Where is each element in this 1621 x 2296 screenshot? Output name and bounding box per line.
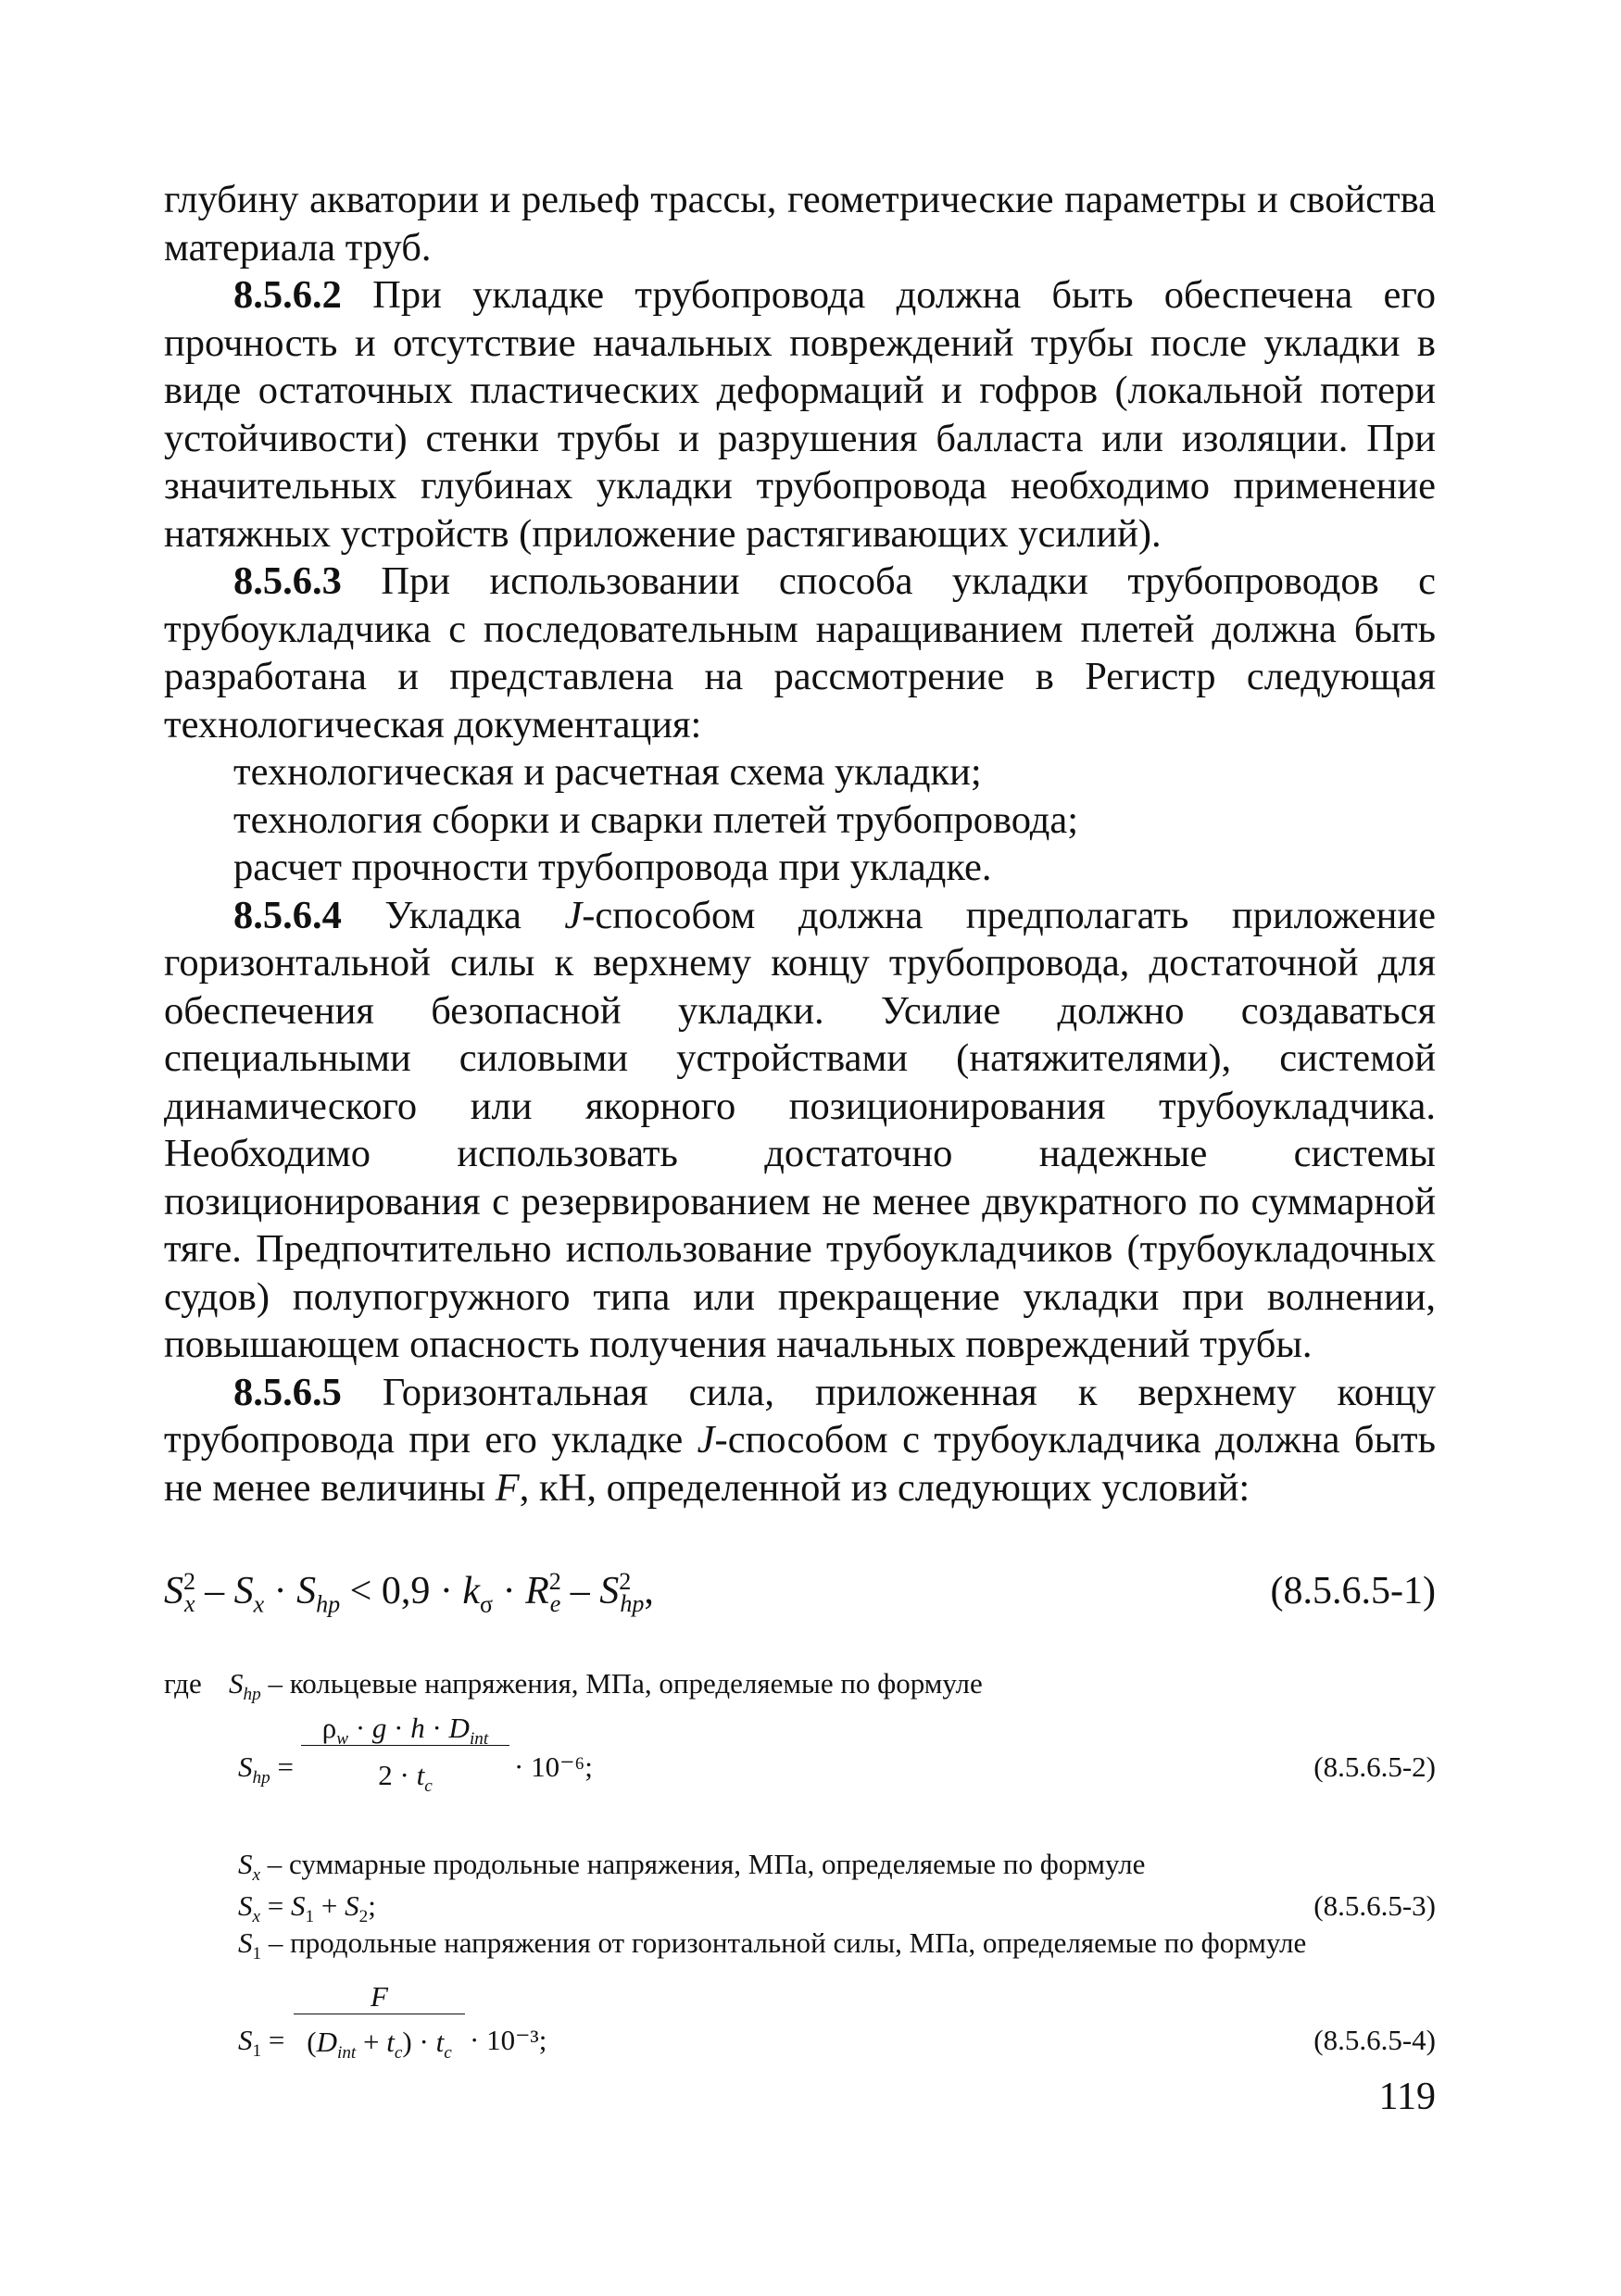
legend-shp: $S_{hp}$ – кольцевые напряжения, МПа, определяемые по формуле [229,1667,983,1705]
paragraph-8-5-6-5 [164,1369,1436,1512]
page-number: 119 [1378,2076,1436,2118]
legend-s1: $S_1$ – продольные напряжения от горизонтальной силы, МПа, определяемые по формуле [238,1926,1307,1964]
paragraph-text: -способом с трубоукладчика должна быть не менее величины [164,1418,1436,1510]
clause-number: 8.5.6.3 [233,559,342,603]
formula-3: $S_x = S_1 + S_2$; [238,1889,376,1927]
formula-4-lhs: $S_1$ = [238,2024,285,2062]
legend-sx: $S_x$ – суммарные продольные напряжения, МПа, определяемые по формуле [238,1848,1146,1886]
formula-number: (8.5.6.5-3) [1313,1889,1436,1922]
paragraph-8-5-6-4 [164,892,1436,1369]
clause-number: 8.5.6.5 [233,1370,342,1414]
formula-2-lhs: $S_{hp}$ = [238,1750,294,1788]
list-item: технологическая и расчетная схема укладки; [233,750,982,794]
formula-legend [164,1667,1436,2130]
list-item: расчет прочности трубопровода при укладке. [233,846,992,889]
formula-number: (8.5.6.5-4) [1313,2024,1436,2056]
symbol-j: J [697,1418,715,1462]
clause-number: 8.5.6.4 [233,893,342,937]
formula-number: (8.5.6.5-1) [1270,1570,1436,1612]
formula-8-5-6-5-1 [164,1565,1436,1630]
paragraph-text: Горизонтальная сила, приложенная к верхнему концу трубопровода при его укладке [164,1370,1436,1462]
paragraph-8-5-6-2 [164,271,1436,558]
paragraph-text: При укладке трубопровода должна быть обеспечена его прочность и отсутствие начальных повреждений трубы после укладки в виде остаточных пластических деформаций и гофров (локальной потери устойчивости) стенки трубы и разрушения балласта или изоляции. При значительных глубинах укладки трубопровода необходимо применение натяжных устройств (приложение растягивающих усилий). [164,273,1436,556]
page-body [164,176,1436,2130]
paragraph-text: , кН, определенной из следующих условий: [519,1465,1250,1510]
where-label: где [164,1667,202,1700]
paragraph-8-5-6-3 [164,558,1436,748]
paragraph-text: При использовании способа укладки трубопроводов с трубоукладчика с последовательным наращиванием плетей должна быть разработана и представлена на рассмотрение в Регистр следующая технологическая документация: [164,559,1436,747]
list-item: технология сборки и сварки плетей трубопровода; [233,797,1079,842]
formula-4-fraction: F $(D_{int} + t_c) \cdot t_c$ [294,1980,465,2059]
formula-4-factor: · 10⁻³; [470,2024,547,2056]
symbol-j: J [564,893,583,937]
formula-number: (8.5.6.5-2) [1313,1750,1436,1783]
formula-2-fraction: $\rho_w \cdot g \cdot h \cdot D_{int}$ $2 \cdot t_c$ [301,1712,509,1792]
symbol-f: F [495,1465,520,1510]
paragraph-text: Укладка [341,893,565,937]
formula-expression: $S^2_x - S_x \cdot S_{hp} < 0,9 \cdot k_\sigma \cdot R^2_e - S^2_{hp}$, [164,1568,654,1618]
formula-2-factor: · 10⁻⁶; [514,1750,593,1783]
paragraph-text: -способом должна предполагать приложение горизонтальной силы к верхнему концу трубопровода, достаточной для обеспечения безопасной укладки. Усилие должно создаваться специальными силовыми устройствами (натяжителями), системой динамического или якорного позиционирования трубоукладчика. Необходимо использовать достаточно надежные системы позиционирования с резервированием не менее двукратного по суммарной тяге. Предпочтительно использование трубоукладчиков (трубоукладочных судов) полупогружного типа или прекращение укладки при волнении, повышающем опасность получения начальных повреждений трубы. [164,893,1436,1366]
paragraph-continuation: глубину акватории и рельеф трассы, геометрические параметры и свойства материала труб. [164,178,1436,270]
clause-number: 8.5.6.2 [233,273,342,317]
